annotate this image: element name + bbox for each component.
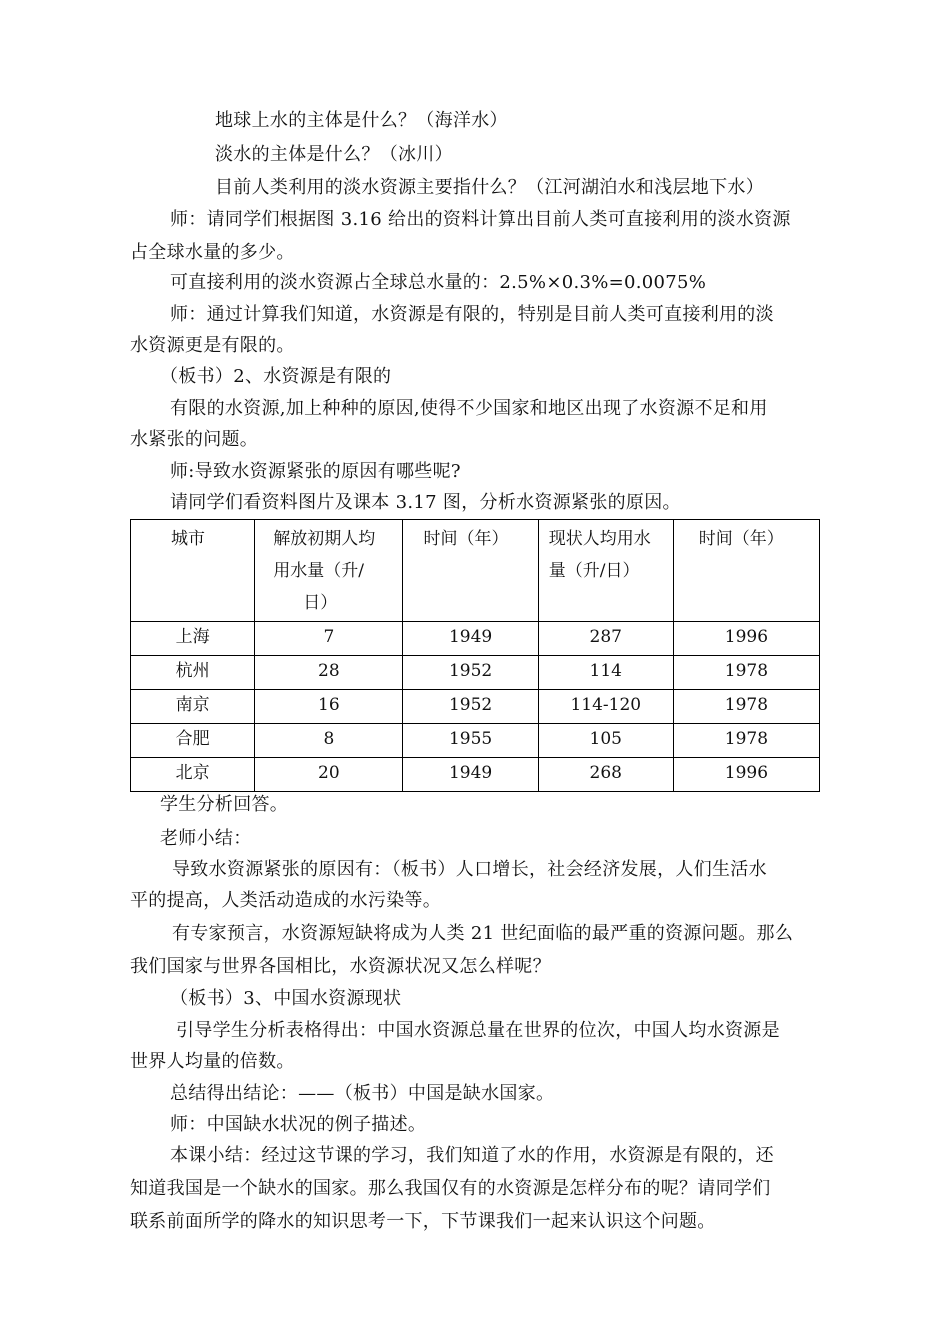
table-cell: 114 bbox=[538, 656, 673, 690]
paragraph-line: 目前人类利用的淡水资源主要指什么？（江河湖泊水和浅层地下水） bbox=[215, 177, 764, 198]
table-row bbox=[131, 656, 820, 690]
city-cell: 合肥 bbox=[131, 724, 255, 758]
paragraph-line: 世界人均量的倍数。 bbox=[130, 1051, 295, 1072]
city-cell: 北京 bbox=[131, 758, 255, 792]
table-cell: 268 bbox=[538, 758, 673, 792]
table-cell: 8 bbox=[255, 724, 403, 758]
table-cell: 16 bbox=[255, 690, 403, 724]
table-cell: 1996 bbox=[673, 758, 819, 792]
paragraph-line: 有专家预言，水资源短缺将成为人类 21 世纪面临的最严重的资源问题。那么 bbox=[172, 923, 794, 944]
water-usage-table bbox=[130, 519, 820, 792]
table-row bbox=[131, 622, 820, 656]
paragraph-line: 水资源更是有限的。 bbox=[130, 335, 295, 356]
table-row bbox=[131, 724, 820, 758]
section-heading: （板书）2、水资源是有限的 bbox=[160, 366, 392, 387]
table-cell: 1955 bbox=[403, 724, 538, 758]
paragraph-line: 师：请同学们根据图 3.16 给出的资料计算出目前人类可直接利用的淡水资源 bbox=[170, 209, 791, 230]
table-cell: 1949 bbox=[403, 622, 538, 656]
city-cell: 南京 bbox=[131, 690, 255, 724]
paragraph-line: 知道我国是一个缺水的国家。那么我国仅有的水资源是怎样分布的呢？请同学们 bbox=[130, 1178, 771, 1199]
paragraph-line: 导致水资源紧张的原因有：（板书）人口增长，社会经济发展，人们生活水 bbox=[172, 859, 767, 880]
paragraph-line: 占全球水量的多少。 bbox=[130, 242, 295, 263]
table-row bbox=[131, 758, 820, 792]
paragraph-line: 我们国家与世界各国相比，水资源状况又怎么样呢？ bbox=[130, 956, 551, 977]
table-cell: 1978 bbox=[673, 656, 819, 690]
paragraph-line: 师:导致水资源紧张的原因有哪些呢? bbox=[170, 461, 461, 482]
paragraph-line: 总结得出结论：——（板书）中国是缺水国家。 bbox=[170, 1083, 555, 1104]
table-cell: 1978 bbox=[673, 690, 819, 724]
table-header-cell: 解放初期人均 用水量（升/ 日） bbox=[255, 520, 403, 622]
table-row bbox=[131, 690, 820, 724]
table-cell: 1978 bbox=[673, 724, 819, 758]
paragraph-line: 可直接利用的淡水资源占全球总水量的：2.5%×0.3%=0.0075% bbox=[170, 272, 707, 293]
paragraph-line: 平的提高，人类活动造成的水污染等。 bbox=[130, 890, 442, 911]
city-cell: 上海 bbox=[131, 622, 255, 656]
paragraph-line: 淡水的主体是什么？（冰川） bbox=[215, 144, 453, 165]
table-header-cell: 城市 bbox=[131, 520, 255, 622]
paragraph-line: 地球上水的主体是什么？（海洋水） bbox=[215, 110, 508, 131]
table-cell: 28 bbox=[255, 656, 403, 690]
paragraph-line: 有限的水资源,加上种种的原因,使得不少国家和地区出现了水资源不足和用 bbox=[170, 398, 768, 419]
paragraph-line: 老师小结： bbox=[160, 828, 252, 849]
table-header-cell: 时间（年） bbox=[673, 520, 819, 622]
paragraph-line: 本课小结：经过这节课的学习，我们知道了水的作用，水资源是有限的，还 bbox=[170, 1145, 774, 1166]
section-heading: （板书）3、中国水资源现状 bbox=[170, 988, 402, 1009]
paragraph-line: 联系前面所学的降水的知识思考一下，下节课我们一起来认识这个问题。 bbox=[130, 1211, 716, 1232]
table-cell: 1952 bbox=[403, 656, 538, 690]
paragraph-line: 水紧张的问题。 bbox=[130, 429, 259, 450]
table-header-row bbox=[131, 520, 820, 622]
table-cell: 1952 bbox=[403, 690, 538, 724]
table-cell: 1949 bbox=[403, 758, 538, 792]
paragraph-line: 师：通过计算我们知道，水资源是有限的，特别是目前人类可直接利用的淡 bbox=[170, 304, 774, 325]
table-header-cell: 现状人均用水 量（升/日） bbox=[538, 520, 673, 622]
table-cell: 287 bbox=[538, 622, 673, 656]
paragraph-line: 师：中国缺水状况的例子描述。 bbox=[170, 1114, 427, 1135]
table-cell: 114-120 bbox=[538, 690, 673, 724]
paragraph-line: 学生分析回答。 bbox=[160, 794, 289, 815]
table-cell: 1996 bbox=[673, 622, 819, 656]
paragraph-line: 引导学生分析表格得出：中国水资源总量在世界的位次，中国人均水资源是 bbox=[176, 1020, 780, 1041]
table-header-cell: 时间（年） bbox=[403, 520, 538, 622]
table-cell: 7 bbox=[255, 622, 403, 656]
paragraph-line: 请同学们看资料图片及课本 3.17 图，分析水资源紧张的原因。 bbox=[170, 492, 681, 513]
city-cell: 杭州 bbox=[131, 656, 255, 690]
table-cell: 20 bbox=[255, 758, 403, 792]
table-cell: 105 bbox=[538, 724, 673, 758]
